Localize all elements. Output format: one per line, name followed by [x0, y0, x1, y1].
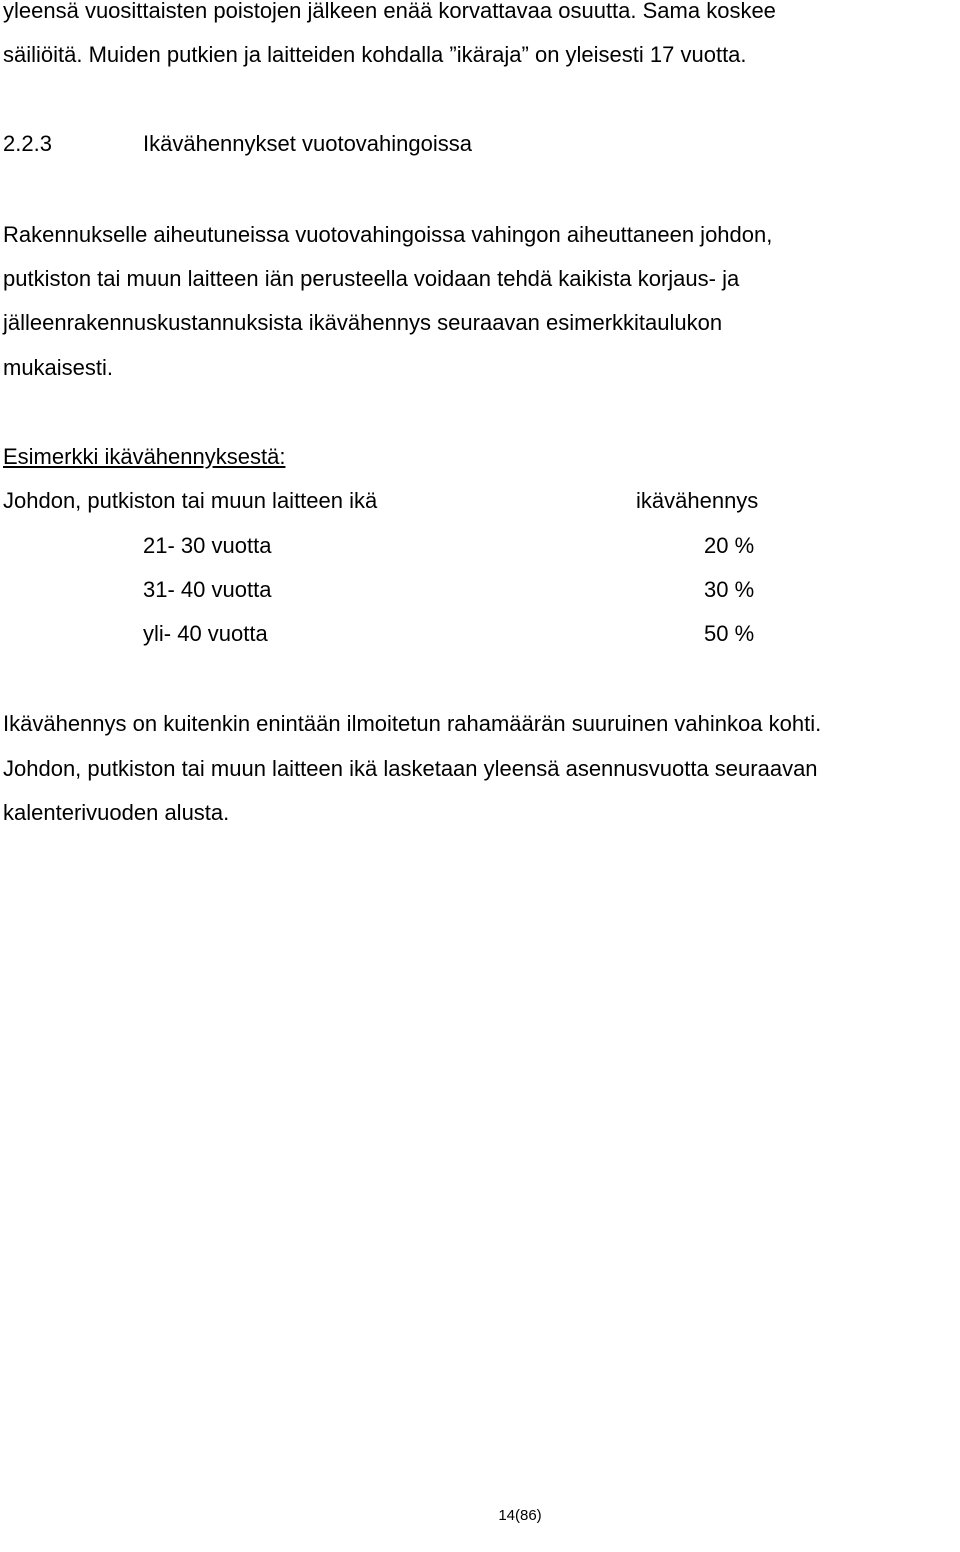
table-cell-age: 31- 40 vuotta: [143, 577, 272, 602]
page-number: 14(86): [498, 1507, 542, 1524]
table-header-age: Johdon, putkiston tai muun laitteen ikä: [3, 488, 378, 513]
table-cell-deduction: 30 %: [704, 577, 755, 602]
paragraph1-line-3: jälleenrakennuskustannuksista ikävähennys seuraavan esimerkkitaulukon: [3, 310, 723, 335]
paragraph2-line-2: Johdon, putkiston tai muun laitteen ikä lasketaan yleensä asennusvuotta seuraavan: [3, 756, 818, 781]
table-cell-deduction: 20 %: [704, 533, 755, 558]
paragraph1-line-2: putkiston tai muun laitteen iän perusteella voidaan tehdä kaikista korjaus- ja: [3, 266, 740, 291]
table-cell-age: yli- 40 vuotta: [143, 621, 268, 646]
table-header-deduction: ikävähennys: [636, 488, 759, 513]
paragraph2-line-1: Ikävähennys on kuitenkin enintään ilmoitetun rahamäärän suuruinen vahinkoa kohti.: [3, 711, 822, 736]
table-cell-deduction: 50 %: [704, 621, 755, 646]
paragraph1-line-4: mukaisesti.: [3, 355, 114, 380]
section-number: 2.2.3: [3, 131, 52, 156]
intro-line-1: yleensä vuosittaisten poistojen jälkeen enää korvattavaa osuutta. Sama koskee: [3, 0, 776, 23]
paragraph1-line-1: Rakennukselle aiheutuneissa vuotovahingoissa vahingon aiheuttaneen johdon,: [3, 222, 773, 247]
intro-line-2: säiliöitä. Muiden putkien ja laitteiden kohdalla ”ikäraja” on yleisesti 17 vuotta.: [3, 42, 747, 67]
section-title: Ikävähennykset vuotovahingoissa: [143, 131, 472, 156]
example-heading: Esimerkki ikävähennyksestä:: [3, 444, 286, 469]
table-cell-age: 21- 30 vuotta: [143, 533, 272, 558]
paragraph2-line-3: kalenterivuoden alusta.: [3, 800, 230, 825]
